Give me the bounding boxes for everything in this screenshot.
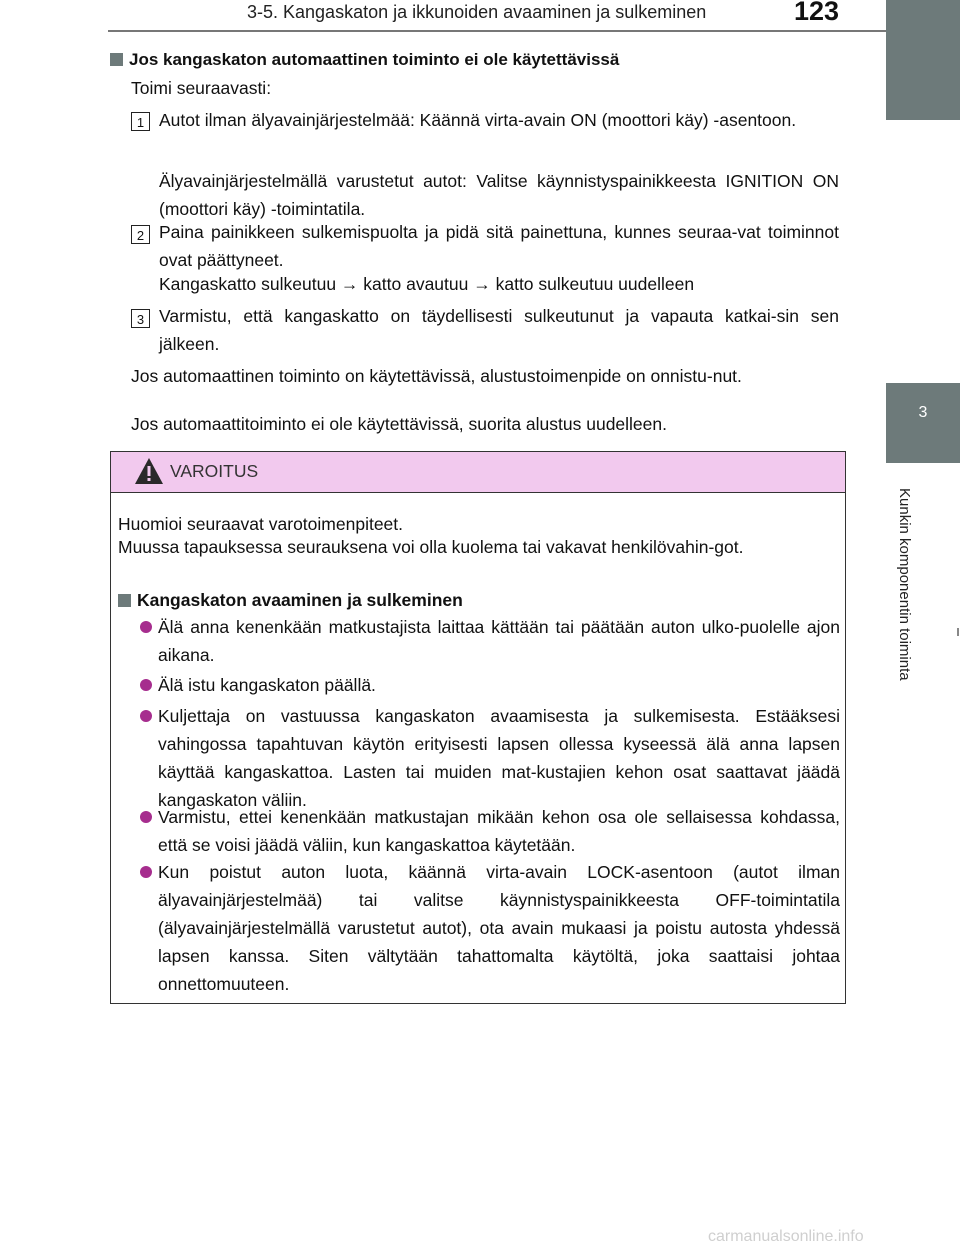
- side-tab-label: Kunkin komponentin toiminta: [896, 488, 913, 681]
- warning-intro: Muussa tapauksessa seurauksena voi olla kuolema tai vakavat henkilövahin-got.: [118, 537, 744, 557]
- warning-bullet: Älä istu kangaskaton päällä.: [158, 675, 376, 695]
- step-text: Autot ilman älyavainjärjestelmää: Käännä virta-avain ON (moottori käy) -asentoon.: [159, 110, 797, 130]
- warning-bullet: Kuljettaja on vastuussa kangaskaton avaamisesta ja sulkemisesta. Estääksesi vahingossa tapahtuvan käytön erityisesti lapsen ollessa kyseessä älä anna lapsen käyttää kangaskattoa. Lasten tai muiden mat-kustajien kehon osat saattavat jäädä kangaskaton väliin.: [158, 706, 840, 810]
- header-title: 3-5. Kangaskaton ja ikkunoiden avaaminen ja sulkeminen: [247, 2, 707, 22]
- header-rule: [108, 30, 886, 32]
- section-intro: Toimi seuraavasti:: [131, 78, 272, 98]
- side-tab-label-container: [895, 488, 919, 738]
- square-bullet-icon: [118, 594, 131, 607]
- side-tab-block: [886, 0, 960, 120]
- warning-box: [110, 451, 846, 1004]
- step-text-secondary: Älyavainjärjestelmällä varustetut autot: Valitse käynnistyspainikkeesta IGNITION ON (moottori käy) -toimintatila.: [159, 171, 839, 219]
- warning-bullet: Kun poistut auton luota, käännä virta-avain LOCK-asentoon (autot ilman älyavainjärjestelmää) tai valitse käynnistyspainikkeesta OFF-toimintatila (älyavainjärjestelmällä varustetut autot), ota avain mukaasi ja poistu autosta yhdessä lapsen kanssa. Siten vältytään tahattomalta käytöltä, joka saattaisi johtaa onnettomuuteen.: [158, 862, 840, 994]
- step-text: Paina painikkeen sulkemispuolta ja pidä sitä painettuna, kunnes seuraa-vat toiminnot ovat päättyneet.: [159, 222, 839, 270]
- warning-bullet: Varmistu, ettei kenenkään matkustajan mikään kehon osa ole sellaisessa kohdassa, että se voisi jäädä väliin, kun kangaskattoa käytetään.: [158, 807, 840, 855]
- bullet-dot-icon: [140, 811, 152, 823]
- section-outro: Jos automaattitoiminto ei ole käytettävissä, suorita alustus uudelleen.: [131, 414, 667, 434]
- bullet-dot-icon: [140, 710, 152, 722]
- warning-subheading-text: Kangaskaton avaaminen ja sulkeminen: [137, 590, 463, 610]
- bullet-dot-icon: [140, 679, 152, 691]
- section-heading-text: Jos kangaskaton automaattinen toiminto ei ole käytettävissä: [129, 50, 620, 69]
- warning-intro: Huomioi seuraavat varotoimenpiteet.: [118, 514, 404, 534]
- bullet-dot-icon: [140, 621, 152, 633]
- side-tab-number: 3: [886, 383, 960, 463]
- square-bullet-icon: [110, 53, 123, 66]
- step-text: Varmistu, että kangaskatto on täydellisesti sulkeutunut ja vapauta katkai-sin sen jälkeen.: [159, 306, 839, 354]
- section-outro: Jos automaattinen toiminto on käytettävissä, alustustoimenpide on onnistu-nut.: [131, 366, 742, 386]
- bullet-dot-icon: [140, 866, 152, 878]
- side-divider: [957, 628, 959, 636]
- footer-watermark: carmanualsonline.info: [708, 1228, 864, 1245]
- step-number-box: 2: [131, 225, 150, 244]
- warning-bullet: Älä anna kenenkään matkustajista laittaa kättään tai päätään auton ulko-puolelle ajon aikana.: [158, 617, 840, 665]
- section-heading: [110, 50, 619, 70]
- step-number-box: 1: [131, 112, 150, 131]
- warning-header: [111, 452, 845, 493]
- warning-title: VAROITUS: [170, 461, 259, 481]
- warning-subheading: [118, 586, 463, 614]
- step-number-box: 3: [131, 309, 150, 328]
- step-text-secondary: Kangaskatto sulkeutuu → katto avautuu → katto sulkeutuu uudelleen: [159, 274, 695, 294]
- warning-triangle-icon: [134, 457, 164, 485]
- page-number: 123: [794, 0, 840, 26]
